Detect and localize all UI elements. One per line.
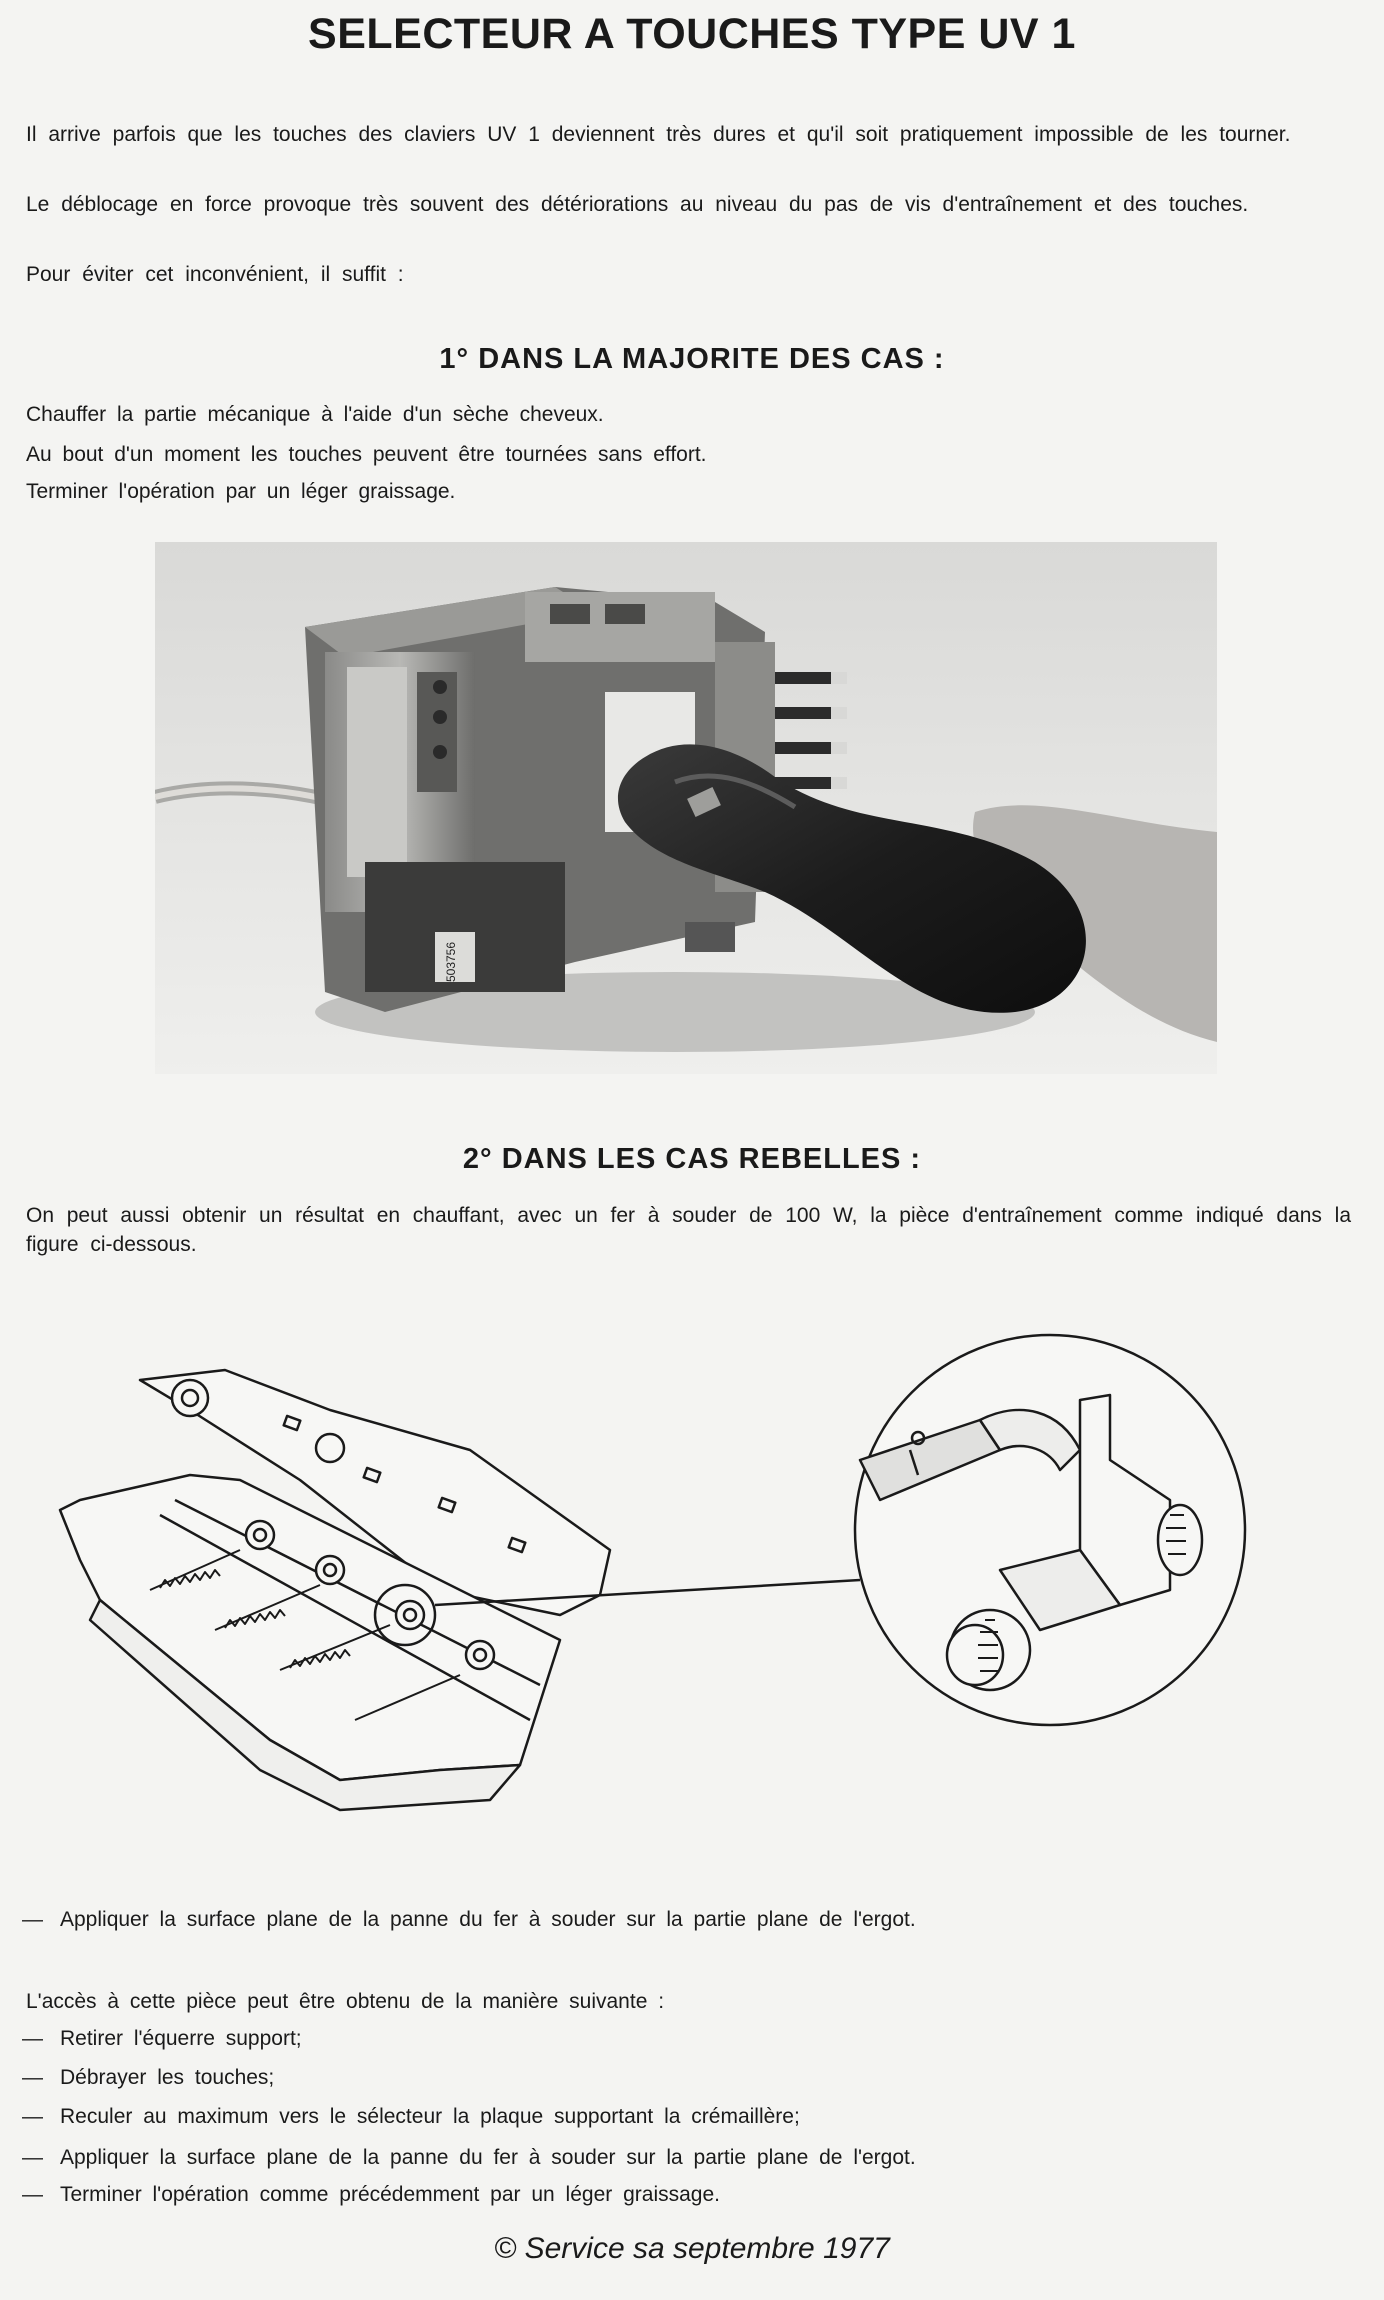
section2-paragraph: On peut aussi obtenir un résultat en chauffant, avec un fer à souder de 100 W, la pièce d'entraînement comme indiqué dans la figure ci-dessous. bbox=[26, 1204, 1351, 1256]
intro-paragraph-1: Il arrive parfois que les touches des claviers UV 1 deviennent très dures et qu'il soit pratiquement impossible de les tourner. bbox=[26, 123, 1291, 146]
step-item: — Reculer au maximum vers le sélecteur la plaque supportant la crémaillère; bbox=[22, 2105, 800, 2128]
section1-heading: 1° DANS LA MAJORITE DES CAS : bbox=[439, 343, 945, 375]
photo-hair-dryer-on-selector bbox=[155, 542, 1217, 1074]
access-intro: L'accès à cette pièce peut être obtenu de la manière suivante : bbox=[26, 1990, 665, 2013]
step-item: — Appliquer la surface plane de la panne du fer à souder sur la partie plane de l'ergot. bbox=[22, 2146, 916, 2169]
section2-heading: 2° DANS LES CAS REBELLES : bbox=[462, 1143, 922, 1175]
page-title: SELECTEUR A TOUCHES TYPE UV 1 bbox=[308, 10, 1076, 58]
instruction-line: — Appliquer la surface plane de la panne du fer à souder sur la partie plane de l'ergot. bbox=[22, 1908, 916, 1931]
step-item: — Retirer l'équerre support; bbox=[22, 2027, 302, 2050]
intro-paragraph-2: Le déblocage en force provoque très souvent des détériorations au niveau du pas de vis d'entraînement et des touches. bbox=[26, 193, 1249, 216]
section1-line-2: Au bout d'un moment les touches peuvent être tournées sans effort. bbox=[26, 443, 707, 466]
photo-part-label: 503756 bbox=[444, 941, 458, 983]
section1-line-1: Chauffer la partie mécanique à l'aide d'un sèche cheveux. bbox=[26, 403, 604, 426]
step-item: — Terminer l'opération comme précédemment par un léger graissage. bbox=[22, 2183, 720, 2206]
intro-paragraph-3: Pour éviter cet inconvénient, il suffit : bbox=[26, 263, 404, 286]
footer-copyright: © Service sa septembre 1977 bbox=[494, 2232, 890, 2265]
section1-line-3: Terminer l'opération par un léger graissage. bbox=[26, 480, 456, 503]
step-item: — Débrayer les touches; bbox=[22, 2066, 275, 2089]
diagram-drive-piece-detail bbox=[40, 1300, 1330, 1870]
